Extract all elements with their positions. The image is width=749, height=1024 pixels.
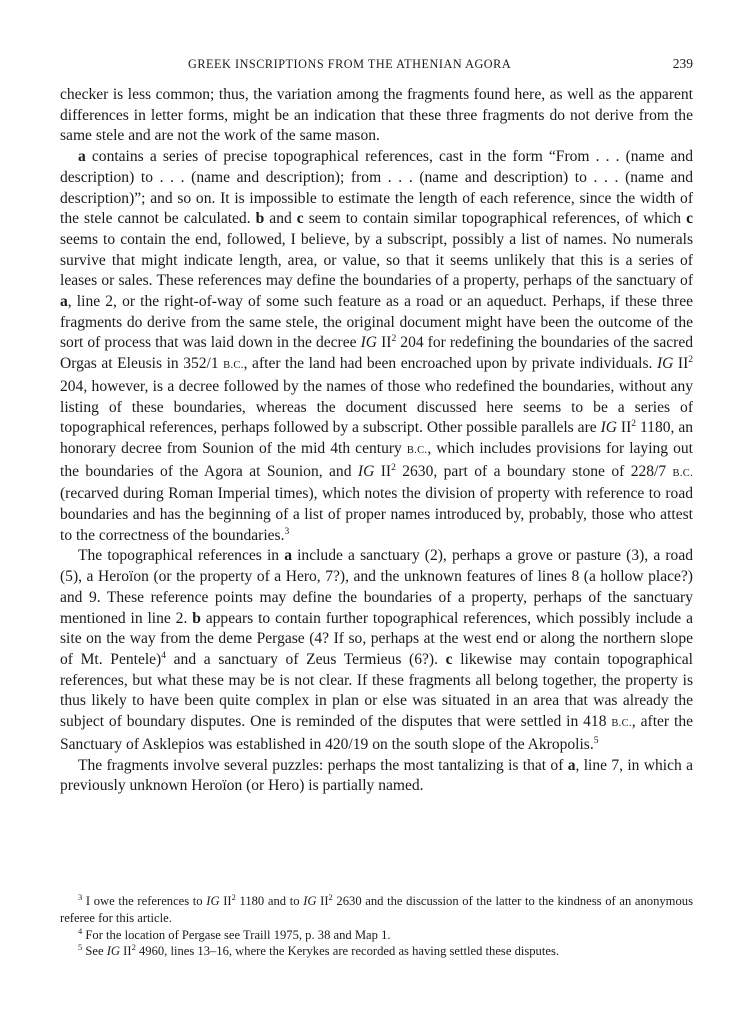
paragraph-4: The fragments involve several puzzles: perhaps the most tantalizing is that of a, line 7, in which a previously unknown Heroïon (or Hero) is partially named.: [60, 756, 693, 795]
fragment-ref-c: c: [296, 210, 304, 228]
fragment-ref-c: c: [445, 650, 453, 668]
citation-ig: IG: [357, 462, 375, 480]
fragment-ref-a: a: [60, 293, 68, 311]
era-abbrev: B.C.: [406, 444, 428, 456]
era-abbrev: B.C.: [223, 360, 244, 372]
fragment-ref-a: a: [567, 756, 576, 774]
citation-ig: IG: [206, 894, 220, 908]
footnote-marker-4[interactable]: 4: [161, 650, 166, 661]
fragment-ref-a: a: [78, 148, 86, 166]
fragment-ref-b: b: [192, 609, 201, 627]
running-head: [60, 56, 693, 78]
running-head-title: GREEK INSCRIPTIONS FROM THE ATHENIAN AGORA: [188, 57, 512, 71]
footnote-3: $^3$ I owe the references to IG $II^2$ 1180 and to IG $II^2$ 2630 and the discussion of the latter to the kindness of an anonymous referee for this article.: [60, 892, 693, 925]
footnote-5: $^5$ See IG $II^2$ 4960, lines 13–16, where the Kerykes are recorded as having settled these disputes.: [78, 942, 559, 959]
body-text: [60, 85, 693, 797]
footnote-4: $^4$ For the location of Pergase see Traill 1975, p. 38 and Map 1.: [78, 925, 391, 942]
footnote-number: 3: [78, 892, 83, 902]
footnotes: [60, 893, 693, 960]
paragraph-3: The topographical references in a include a sanctuary (2), perhaps a grove or pasture (3), a road (5), a Heroïon (or the property of a Hero, 7?), and the unknown features of lines 8 (a hollow place?) and 9. These reference points may define the boundaries of a property, perhaps of the sanctuary mentioned in line 2. b appears to contain further topographical references, which possibly include a site on the way from the deme Pergase (4? If so, perhaps at the west end or along the northern slope of Mt. Pentele)$^4$ and a sanctuary of Zeus Termieus (6?). c likewise may contain topographical references, but what these may be is not clear. If these fragments all belong together, the property is thus likely to have been quite complex in plan or else was situated in an area that was already the subject of boundary disputes. One is reminded of the disputes that were settled in 418 B.C., after the Sanctuary of Asklepios was established in 420/19 on the south slope of the Akropolis.$^5$: [60, 547, 693, 753]
era-abbrev: B.C.: [672, 467, 693, 479]
citation-ig: IG: [303, 894, 317, 908]
footnote-number: 4: [78, 925, 83, 936]
fragment-ref-c: c: [686, 210, 693, 228]
page: [60, 56, 693, 797]
footnote-marker-5[interactable]: 5: [593, 735, 599, 746]
paragraph-1: checker is less common; thus, the variation among the fragments found here, as well as the apparent differences in letter forms, might be an indication that these three fragments do not derive from the same stele and are not the work of the same mason.: [60, 86, 693, 145]
citation-ig: IG: [360, 334, 378, 352]
footnote-number: 5: [78, 942, 83, 953]
fragment-ref-b: b: [255, 210, 265, 228]
fragment-ref-a: a: [284, 547, 292, 565]
citation-ig: IG: [106, 944, 121, 959]
era-abbrev: B.C.: [611, 718, 632, 730]
citation-ig: IG: [600, 419, 617, 437]
footnote-marker-3[interactable]: 3: [284, 526, 290, 537]
paragraph-2: a contains a series of precise topographical references, cast in the form “From . . . (name and description) to . . . (name and description); from . . . (name and description) to . . . (name and description)”; and so on. It is impossible to estimate the length of each reference, since the width of the stele cannot be calculated. b and c seem to contain similar topographical references, of which c seems to contain the end, followed, I believe, by a subscript, possibly a list of names. No numerals survive that might indicate length, area, or value, so that it seems unlikely that this is a series of leases or sales. These references may define the boundaries of a property, perhaps of the sanctuary of a, line 2, or the right-of-way of some such feature as a road or an aqueduct. Perhaps, if these three fragments do derive from the same stele, the original document might have been the outcome of the sort of process that was laid down in the decree IG $II^2$ 204 for redefining the boundaries of the sacred Orgas at Eleusis in 352/1 B.C., after the land had been encroached upon by private individuals. IG $II^2$ 204, however, is a decree followed by the names of those who redefined the boundaries, without any listing of these boundaries, whereas the document discussed here seems to be a series of topographical references, perhaps followed by a subscript. Other possible parallels are IG $II^2$ 1180, an honorary decree from Sounion of the mid 4th century B.C., which includes provisions for laying out the boundaries of the Agora at Sounion, and IG $II^2$ 2630, part of a boundary stone of 228/7 B.C. (recarved during Roman Imperial times), which notes the division of property with reference to road boundaries and has the beginning of a list of proper names introduced by, probably, those who attest to the correctness of the boundaries.$^3$: [60, 148, 693, 544]
citation-ig: IG: [656, 355, 674, 373]
page-number: 239: [672, 56, 693, 71]
